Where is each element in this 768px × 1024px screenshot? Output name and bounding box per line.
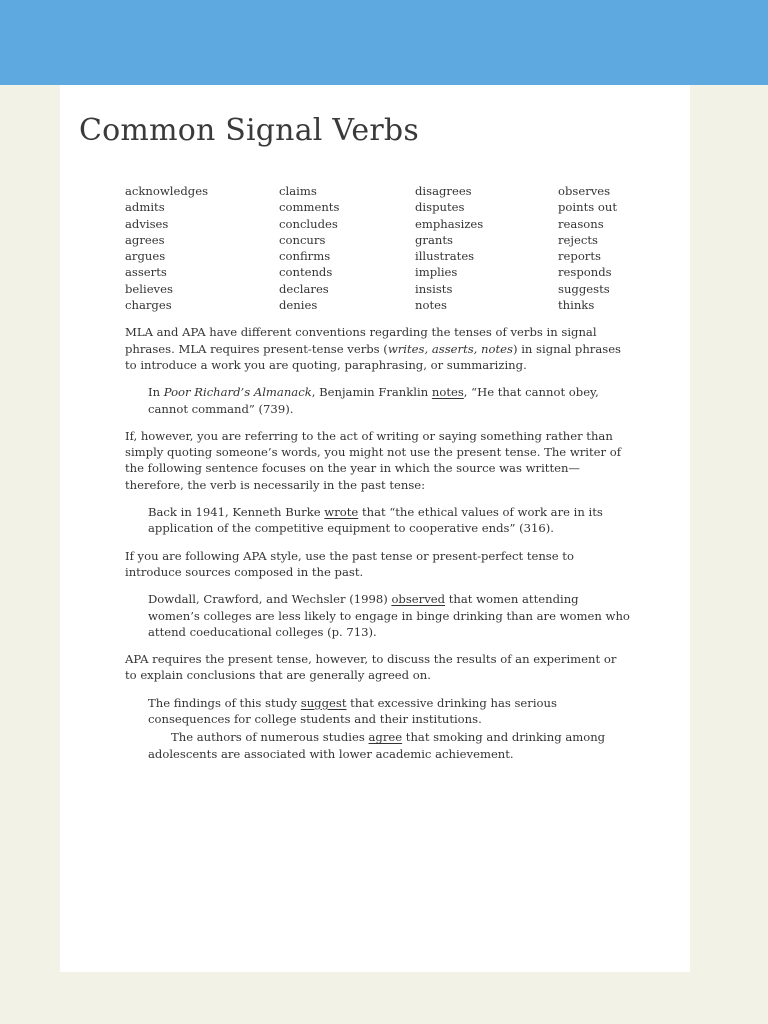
example-findings: The findings of this study suggest that excessive drinking has serious consequences for college students and their institutions. bbox=[148, 695, 557, 727]
verb-item: disputes bbox=[415, 200, 465, 215]
verb-item: illustrates bbox=[415, 249, 475, 264]
verb-item: points out bbox=[558, 200, 617, 215]
verb-item: reports bbox=[558, 249, 601, 264]
verb-item: argues bbox=[125, 249, 166, 264]
verb-item: responds bbox=[558, 265, 612, 280]
verb-item: agrees bbox=[125, 232, 165, 247]
top-header-bar bbox=[0, 0, 768, 85]
document-page bbox=[60, 85, 690, 972]
verb-item: observes bbox=[558, 184, 611, 198]
example-burke: Back in 1941, Kenneth Burke wrote that “the ethical values of work are in its application of the competitive equipment to cooperative ends” (316). bbox=[148, 505, 603, 536]
example-dowdall: Dowdall, Crawford, and Wechsler (1998) observed that women attending women’s colleges are less likely to engage in binge drinking than are women who attend coeducational colleges (p. 713). bbox=[148, 592, 630, 639]
verb-item: declares bbox=[279, 281, 329, 296]
signal-verb-underlined: observed bbox=[391, 592, 446, 607]
verb-item: disagrees bbox=[415, 184, 472, 198]
verb-item: advises bbox=[125, 216, 169, 231]
verb-item: rejects bbox=[558, 232, 598, 247]
verb-item: comments bbox=[279, 200, 340, 215]
verb-item: implies bbox=[415, 265, 458, 280]
verb-item: concurs bbox=[279, 232, 326, 247]
verb-item: grants bbox=[415, 232, 453, 247]
paragraph-apa-present: APA requires the present tense, however, to discuss the results of an experiment or to explain conclusions that are generally agreed on. bbox=[125, 652, 617, 683]
signal-verb-underlined: notes bbox=[431, 385, 464, 400]
verb-item: emphasizes bbox=[415, 216, 484, 231]
verb-item: believes bbox=[125, 281, 173, 296]
paragraph-apa-past: If you are following APA style, use the past tense or present-perfect tense to introduce sources composed in the past. bbox=[125, 548, 574, 579]
example-authors: The authors of numerous studies agree that smoking and drinking among adolescents are associated with lower academic achievement. bbox=[148, 730, 606, 761]
verb-item: acknowledges bbox=[125, 184, 209, 198]
verb-item: reasons bbox=[558, 216, 604, 231]
verb-item: claims bbox=[279, 184, 317, 198]
example-franklin: In Poor Richard’s Almanack, Benjamin Franklin notes, “He that cannot obey, cannot command” (739). bbox=[148, 385, 599, 416]
paragraph-mla-tense: MLA and APA have different conventions regarding the tenses of verbs in signal phrases. MLA requires present-tense verbs (writes, asserts, notes) in signal phrases to introduce a work you are quoting, paraphrasing, or summarizing. bbox=[125, 325, 622, 372]
signal-verb-list bbox=[125, 183, 630, 313]
verb-item: concludes bbox=[279, 216, 338, 231]
page-content bbox=[125, 183, 630, 773]
page-title: Common Signal Verbs bbox=[79, 113, 419, 148]
verb-item: thinks bbox=[558, 298, 595, 313]
verb-item: insists bbox=[415, 281, 453, 296]
verb-item: admits bbox=[125, 200, 165, 215]
verb-item: asserts bbox=[125, 265, 167, 280]
verb-item: denies bbox=[279, 298, 318, 313]
paragraph-past-tense: If, however, you are referring to the act of writing or saying something rather than simply quoting someone’s words, you might not use the present tense. The writer of the following sentence focuses on the year in which the source was written—therefore, the verb is necessarily in the past tense: bbox=[125, 428, 622, 492]
verb-item: confirms bbox=[279, 249, 331, 264]
verb-item: notes bbox=[415, 298, 447, 313]
signal-verb-underlined: agree bbox=[368, 730, 403, 745]
verb-item: suggests bbox=[558, 281, 610, 296]
verb-item: charges bbox=[125, 298, 172, 313]
signal-verb-underlined: suggest bbox=[300, 695, 347, 710]
signal-verb-underlined: wrote bbox=[324, 505, 359, 520]
verb-item: contends bbox=[279, 265, 333, 280]
